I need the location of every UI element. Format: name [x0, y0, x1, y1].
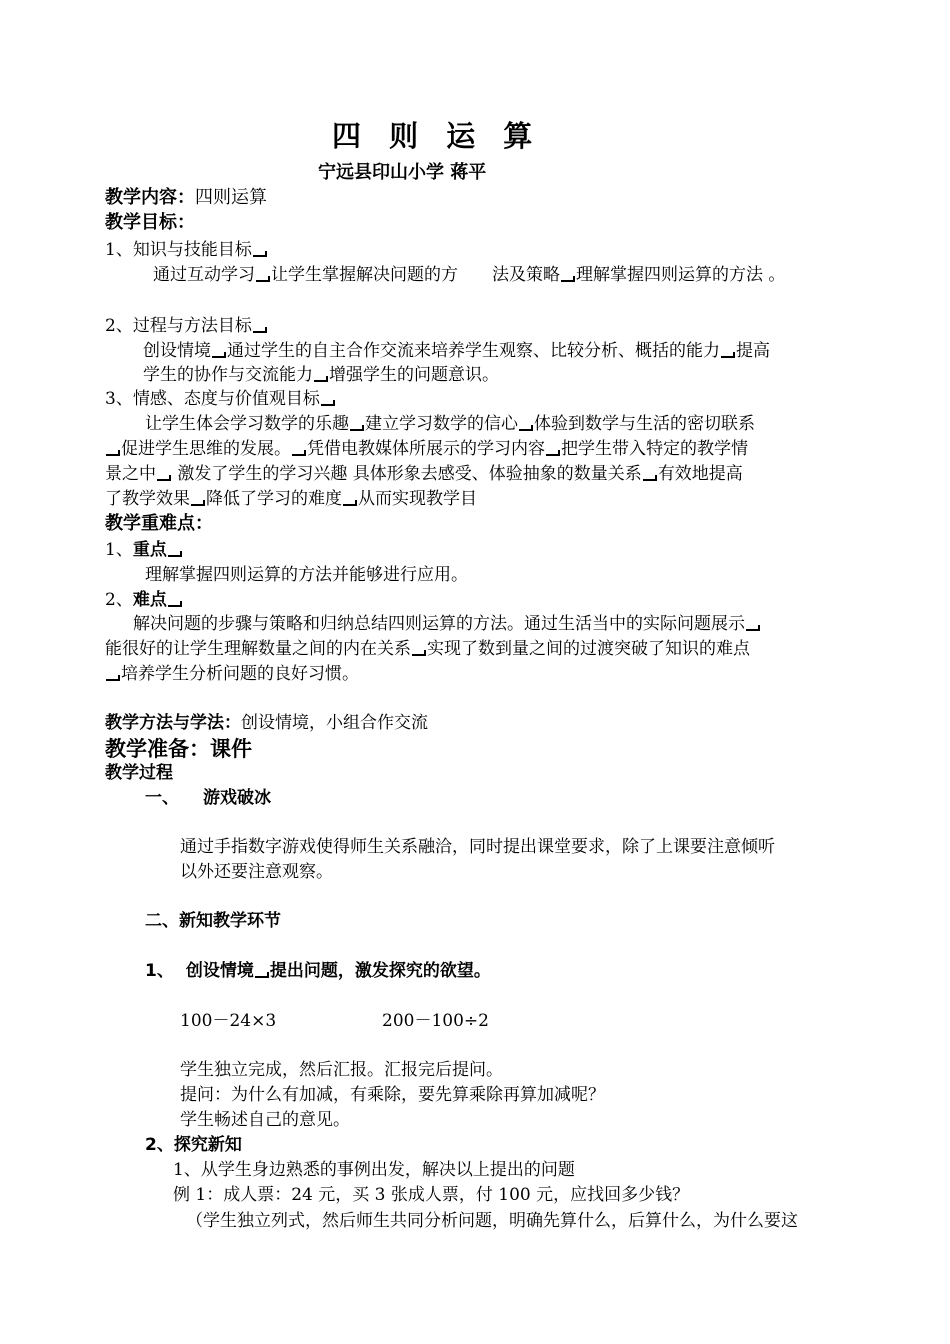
sub1-heading: [145, 960, 491, 982]
key2-line2: [105, 638, 750, 660]
key1-label: 重点: [132, 540, 167, 560]
key2-heading: [105, 589, 183, 611]
content-label: 教学内容：: [105, 187, 195, 208]
text-span: 促进学生思维的发展。: [121, 439, 291, 459]
key2-line1: [133, 613, 761, 635]
separator-mark: [561, 276, 575, 282]
expr1: 100－24×3: [180, 1011, 277, 1031]
text-span: 让学生体会学习数学的乐趣: [145, 414, 349, 434]
process-heading: 教学过程: [105, 763, 173, 783]
separator-mark: [253, 251, 267, 257]
text-span: 了教学效果: [105, 489, 190, 509]
separator-mark: [350, 425, 364, 431]
method-label: 教学方法与学法：: [105, 713, 241, 733]
text-span: 一、: [145, 788, 179, 808]
goal2-line1: [143, 340, 770, 362]
separator-mark: [643, 475, 657, 481]
text-span: 培养学生分析问题的良好习惯。: [121, 664, 359, 684]
text-span: 体验到数学与生活的密切联系: [534, 414, 755, 434]
goal3-heading-text: 3、情感、态度与价值观目标: [105, 389, 320, 409]
goal2-heading-text: 2、过程与方法目标: [105, 316, 252, 336]
separator-mark: [106, 450, 120, 456]
text-span: 游戏破冰: [203, 788, 271, 808]
content-value: 四则运算: [195, 187, 267, 208]
step1-heading: [145, 787, 271, 809]
text-span: 建立学习数学的信心: [365, 414, 518, 434]
text-span: 解决问题的步骤与策略和归纳总结四则运算的方法。通过生活当中的实际问题展示: [133, 614, 745, 634]
text-span: 1、: [145, 961, 174, 981]
text-span: 降低了学习的难度: [206, 489, 342, 509]
separator-mark: [292, 450, 306, 456]
separator-mark: [546, 450, 560, 456]
sub2-heading: 2、探究新知: [145, 1135, 242, 1155]
text-span: 提高: [736, 341, 770, 361]
text-span: 学生的协作与交流能力: [143, 365, 313, 385]
text-span: 增强学生的问题意识。: [329, 365, 499, 385]
text-span: 景之中: [105, 464, 156, 484]
text-span: 让学生掌握解决问题的方: [271, 265, 458, 285]
key1-body: 理解掌握四则运算的方法并能够进行应用。: [145, 565, 468, 585]
prep-heading: 教学准备：课件: [105, 737, 252, 761]
text-span: 从而实现教学目: [358, 489, 477, 509]
goal1-heading-text: 1、知识与技能目标: [105, 240, 252, 260]
separator-mark: [321, 400, 335, 406]
separator-mark: [191, 500, 205, 506]
text-span: 把学生带入特定的教学情: [561, 439, 748, 459]
sub2-p3: （学生独立列式，然后师生共同分析问题，明确先算什么，后算什么，为什么要这: [186, 1211, 798, 1231]
separator-mark: [746, 625, 760, 631]
text-span: 理解掌握四则运算的方法 。: [576, 265, 786, 285]
step1-line2: 以外还要注意观察。: [180, 862, 333, 882]
separator-mark: [519, 425, 533, 431]
sub2-p2: 例 1：成人票：24 元，买 3 张成人票，付 100 元，应找回多少钱？: [173, 1185, 690, 1205]
text-span: 提出问题，激发探究的欲望。: [269, 961, 491, 981]
goal3-line3: [105, 463, 743, 485]
separator-mark: [314, 376, 328, 382]
separator-mark: [253, 327, 267, 333]
text-span: 能很好的让学生理解数量之间的内在关系: [105, 639, 411, 659]
separator-mark: [168, 601, 182, 607]
text-span: 1、: [105, 540, 133, 560]
key1-heading: [105, 539, 183, 561]
goal1-heading: [105, 239, 268, 261]
separator-mark: [721, 352, 735, 358]
goal3-line1: [145, 413, 755, 435]
key-heading: 教学重难点：: [105, 513, 213, 534]
sub1-p1: 学生独立完成，然后汇报。汇报完后提问。: [180, 1060, 503, 1080]
sub2-p1: 1、从学生身边熟悉的事例出发，解决以上提出的问题: [173, 1160, 575, 1180]
step2-heading: 二、新知教学环节: [145, 911, 281, 931]
text-span: 创设情境: [143, 341, 211, 361]
page-title: 四 则 运 算: [332, 119, 542, 153]
text-span: 创设情境: [185, 961, 254, 981]
key2-line3: [105, 663, 359, 685]
separator-mark: [343, 500, 357, 506]
text-span: 法及策略: [492, 265, 560, 285]
text-span: 实现了数到量之间的过渡突破了知识的难点: [427, 639, 750, 659]
step1-line1: 通过手指数字游戏使得师生关系融洽，同时提出课堂要求，除了上课要注意倾听: [180, 837, 775, 857]
method-value: 创设情境，小组合作交流: [241, 713, 428, 733]
goal2-line2: [143, 364, 499, 386]
goal3-line4: [105, 488, 477, 510]
goal1-body: [153, 264, 785, 286]
separator-mark: [212, 352, 226, 358]
separator-mark: [168, 551, 182, 557]
author-line: 宁远县印山小学 蒋平: [318, 162, 487, 183]
text-span: 通过互动学习: [153, 265, 255, 285]
goal2-heading: [105, 315, 268, 337]
method-line: [105, 712, 428, 734]
content-line: [105, 187, 267, 209]
separator-mark: [255, 972, 269, 978]
goals-heading: 教学目标：: [105, 212, 195, 233]
goal3-line2: [105, 438, 748, 460]
text-span: 2、: [105, 590, 133, 610]
text-span: 通过学生的自主合作交流来培养学生观察、比较分析、概括的能力: [227, 341, 720, 361]
sub1-p3: 学生畅述自己的意见。: [180, 1110, 350, 1130]
key2-label: 难点: [132, 590, 167, 610]
sub1-p2: 提问：为什么有加减，有乘除，要先算乘除再算加减呢？: [180, 1085, 605, 1105]
expr2: 200－100÷2: [382, 1011, 489, 1031]
separator-mark: [157, 475, 171, 481]
separator-mark: [256, 276, 270, 282]
goal3-heading: [105, 388, 336, 410]
text-span: 激发了学生的学习兴趣 具体形象去感受、体验抽象的数量关系: [172, 464, 642, 484]
text-span: 有效地提高: [657, 464, 743, 484]
text-span: 凭借电教媒体所展示的学习内容: [307, 439, 545, 459]
separator-mark: [106, 675, 120, 681]
separator-mark: [412, 650, 426, 656]
